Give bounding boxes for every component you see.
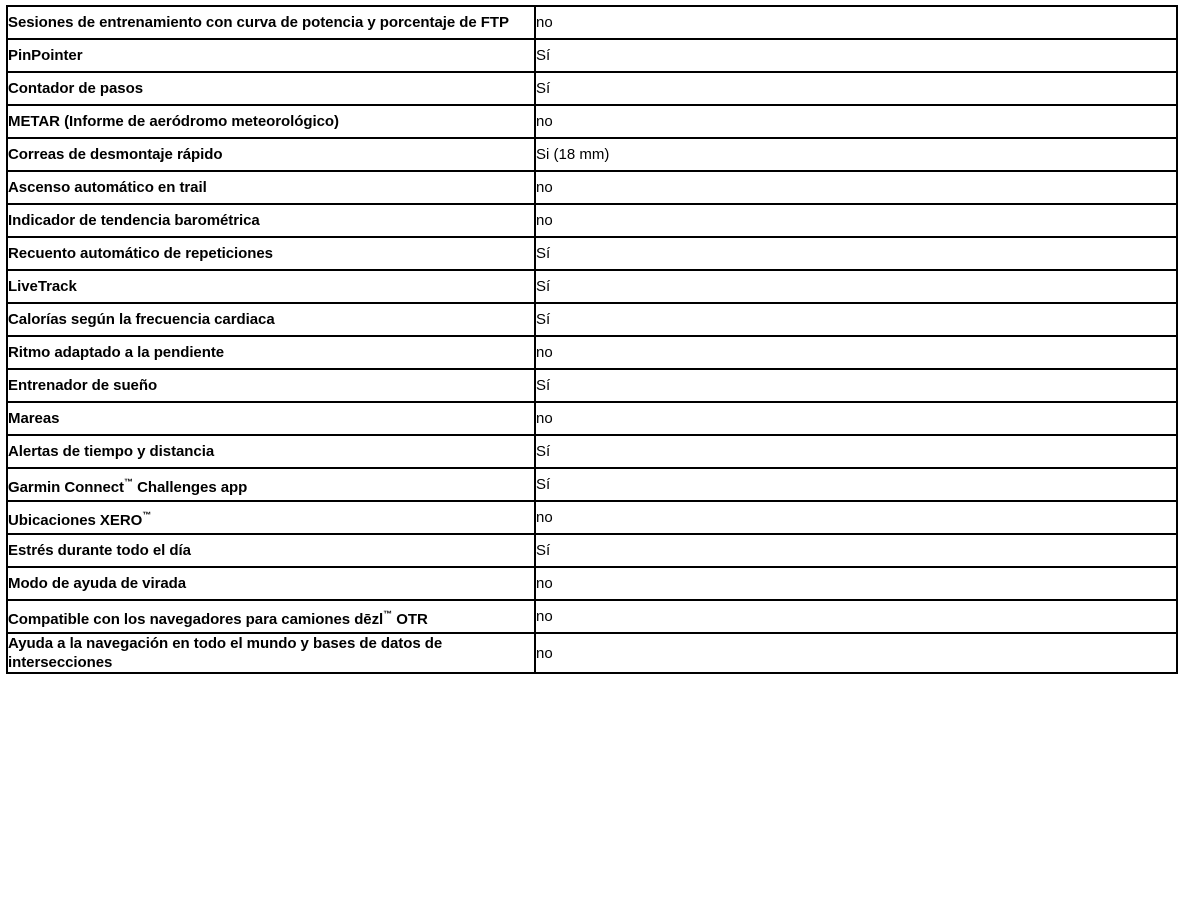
table-row — [7, 435, 1177, 468]
feature-value-cell: no — [535, 600, 1177, 633]
feature-value-cell: Sí — [535, 303, 1177, 336]
feature-value-cell: no — [535, 567, 1177, 600]
feature-name-cell: Entrenador de sueño — [7, 369, 535, 402]
table-row — [7, 369, 1177, 402]
feature-value-cell: no — [535, 171, 1177, 204]
trademark-icon: ™ — [142, 509, 152, 520]
feature-name-cell: Estrés durante todo el día — [7, 534, 535, 567]
feature-name-cell: Recuento automático de repeticiones — [7, 237, 535, 270]
table-row — [7, 72, 1177, 105]
feature-name-cell: Contador de pasos — [7, 72, 535, 105]
feature-name-cell: Sesiones de entrenamiento con curva de potencia y porcentaje de FTP — [7, 6, 535, 39]
feature-value-cell: Sí — [535, 534, 1177, 567]
feature-value-cell: Sí — [535, 270, 1177, 303]
feature-value-cell: no — [535, 204, 1177, 237]
table-row — [7, 237, 1177, 270]
feature-name-cell: Correas de desmontaje rápido — [7, 138, 535, 171]
feature-name-cell: Ubicaciones XERO™ — [7, 501, 535, 534]
feature-value-cell: Sí — [535, 435, 1177, 468]
feature-value-cell: no — [535, 336, 1177, 369]
feature-comparison-table — [6, 5, 1178, 674]
feature-value-cell: no — [535, 633, 1177, 673]
feature-name-cell: Ascenso automático en trail — [7, 171, 535, 204]
table-row — [7, 138, 1177, 171]
table-row — [7, 501, 1177, 534]
table-row — [7, 105, 1177, 138]
table-row — [7, 534, 1177, 567]
feature-name-cell: METAR (Informe de aeródromo meteorológico) — [7, 105, 535, 138]
table-row — [7, 567, 1177, 600]
feature-name-cell: Indicador de tendencia barométrica — [7, 204, 535, 237]
feature-value-cell: Sí — [535, 468, 1177, 501]
feature-name-cell: Garmin Connect™ Challenges app — [7, 468, 535, 501]
feature-name-cell: Modo de ayuda de virada — [7, 567, 535, 600]
feature-value-cell: Sí — [535, 369, 1177, 402]
feature-value-cell: Sí — [535, 237, 1177, 270]
feature-name-cell: Ayuda a la navegación en todo el mundo y bases de datos de intersecciones — [7, 633, 535, 673]
table-row — [7, 402, 1177, 435]
feature-name-cell: PinPointer — [7, 39, 535, 72]
table-row — [7, 600, 1177, 633]
table-row — [7, 336, 1177, 369]
feature-name-cell: Ritmo adaptado a la pendiente — [7, 336, 535, 369]
feature-value-cell: no — [535, 501, 1177, 534]
trademark-icon: ™ — [383, 608, 393, 619]
feature-value-cell: no — [535, 6, 1177, 39]
table-body — [7, 6, 1177, 673]
feature-value-cell: Sí — [535, 72, 1177, 105]
feature-name-cell: Compatible con los navegadores para camiones dēzl™ OTR — [7, 600, 535, 633]
table-row — [7, 270, 1177, 303]
feature-name-cell: Alertas de tiempo y distancia — [7, 435, 535, 468]
feature-value-cell: Si (18 mm) — [535, 138, 1177, 171]
table-row — [7, 6, 1177, 39]
table-row — [7, 39, 1177, 72]
table-row — [7, 468, 1177, 501]
table-row — [7, 171, 1177, 204]
feature-value-cell: no — [535, 105, 1177, 138]
feature-name-cell: LiveTrack — [7, 270, 535, 303]
feature-name-cell: Mareas — [7, 402, 535, 435]
feature-value-cell: no — [535, 402, 1177, 435]
feature-value-cell: Sí — [535, 39, 1177, 72]
feature-name-cell: Calorías según la frecuencia cardiaca — [7, 303, 535, 336]
table-row — [7, 303, 1177, 336]
table-row — [7, 633, 1177, 673]
trademark-icon: ™ — [123, 476, 133, 487]
table-row — [7, 204, 1177, 237]
